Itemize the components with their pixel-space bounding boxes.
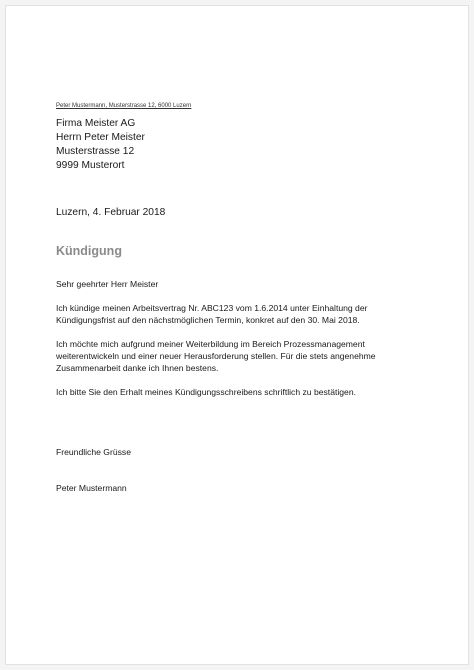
letter-date: Luzern, 4. Februar 2018 [56,207,166,218]
paragraph-line: Zusammenarbeit danke ich Ihnen bestens. [56,363,219,373]
paragraph-line: Kündigungsfrist auf den nächstmöglichen Termin, konkret auf den 30. Mai 2018. [56,315,360,325]
letter-page [5,5,469,665]
paragraph-line: Ich möchte mich aufgrund meiner Weiterbildung im Bereich Prozessmanagement [56,339,365,349]
sender-line: Peter Mustermann, Musterstrasse 12, 6000 Luzern [56,103,192,109]
paragraph-confirmation: Ich bitte Sie den Erhalt meines Kündigungsschreibens schriftlich zu bestätigen. [56,387,356,397]
recipient-name: Herrn Peter Meister [56,132,145,143]
salutation: Sehr geehrter Herr Meister [56,279,159,289]
recipient-company: Firma Meister AG [56,118,136,129]
recipient-city: 9999 Musterort [56,160,125,171]
signature-name: Peter Mustermann [56,483,127,493]
recipient-street: Musterstrasse 12 [56,146,135,157]
closing: Freundliche Grüsse [56,447,131,457]
letter-subject: Kündigung [56,244,122,258]
paragraph-line: Ich kündige meinen Arbeitsvertrag Nr. ABC123 vom 1.6.2014 unter Einhaltung der [56,303,368,313]
paragraph-line: weiterentwickeln und einer neuer Herausforderung stellen. Für die stets angenehme [56,351,376,361]
